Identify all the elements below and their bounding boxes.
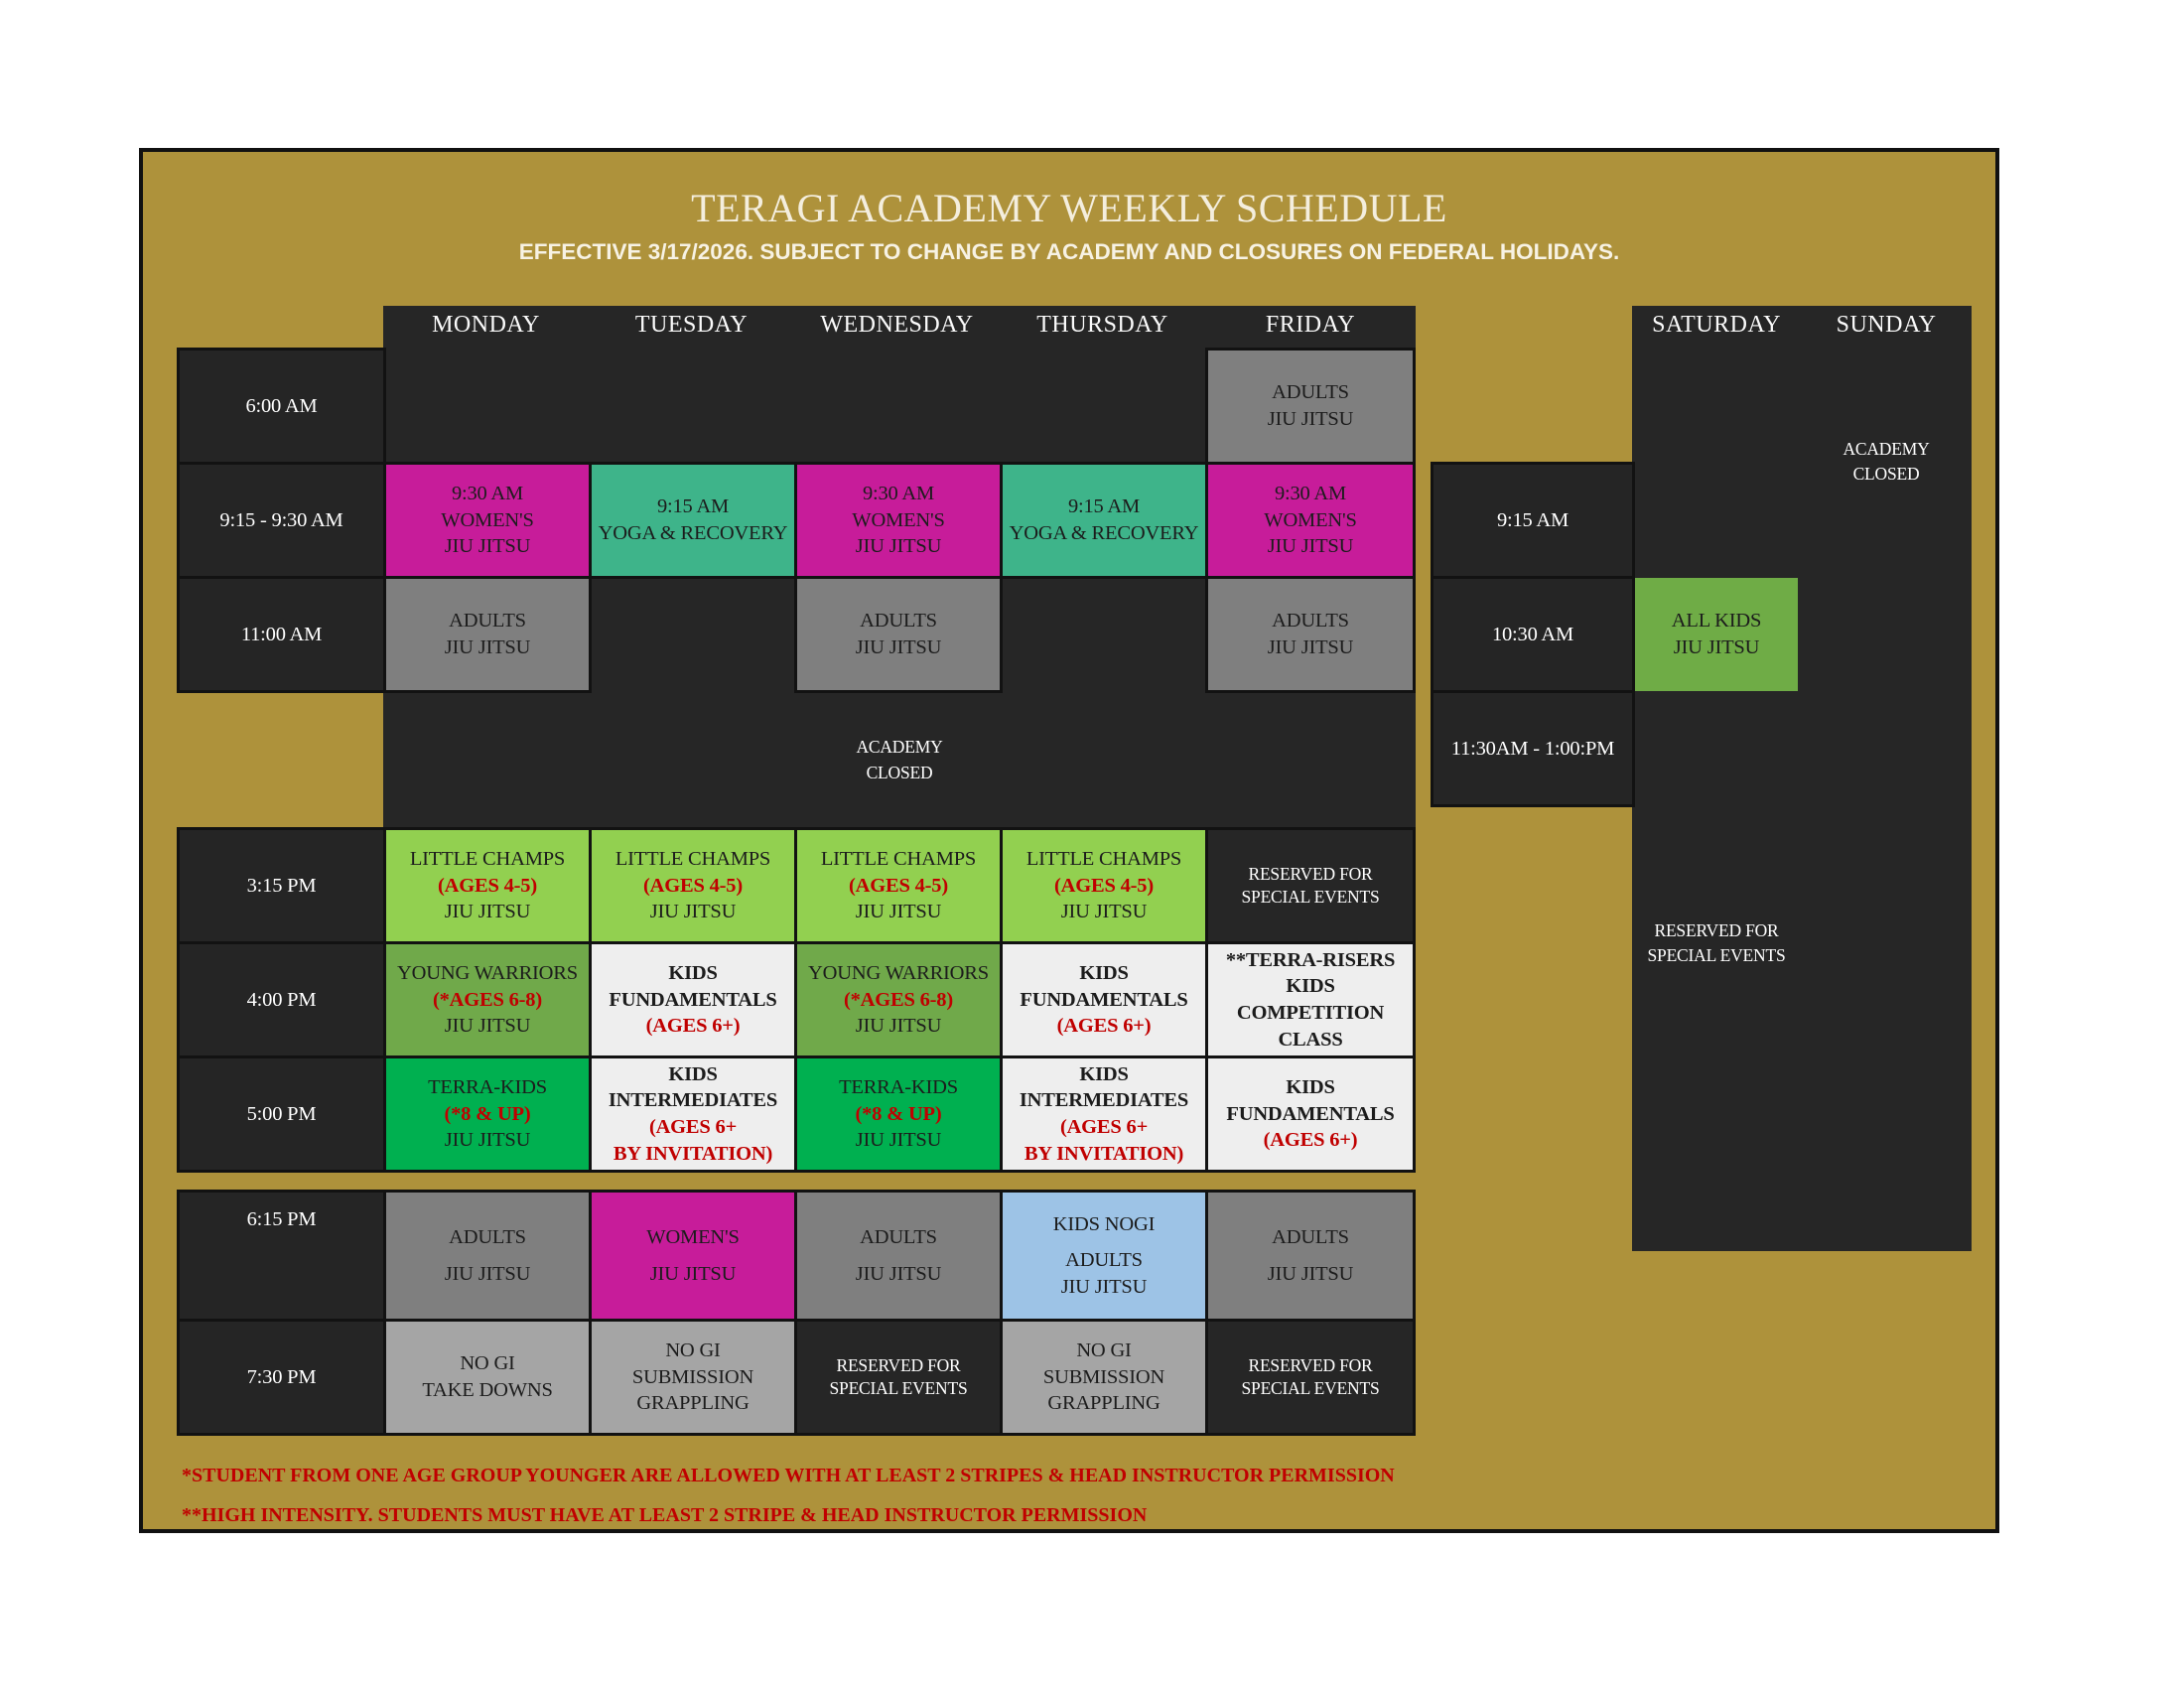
class-wed-930-womens: 9:30 AM WOMEN'S JIU JITSU (794, 462, 1003, 579)
class-mon-1100-adults: ADULTS JIU JITSU (383, 576, 592, 693)
time-sat-1030am: 10:30 AM (1431, 576, 1635, 693)
header-wednesday: WEDNESDAY (820, 312, 974, 338)
class-sat-1030-all-kids: ALL KIDS JIU JITSU (1635, 578, 1798, 691)
class-mon-730-nogi-takedowns: NO GI TAKE DOWNS (383, 1319, 592, 1436)
class-fri-500-kids-fundamentals: KIDS FUNDAMENTALS (AGES 6+) (1205, 1055, 1416, 1173)
header-monday: MONDAY (432, 312, 540, 338)
class-wed-1100-adults: ADULTS JIU JITSU (794, 576, 1003, 693)
time-500pm: 5:00 PM (177, 1055, 386, 1173)
class-fri-315-reserved: RESERVED FOR SPECIAL EVENTS (1205, 827, 1416, 944)
class-tue-615-womens: WOMEN'S JIU JITSU (589, 1190, 797, 1322)
header-friday: FRIDAY (1265, 312, 1356, 338)
class-fri-930-womens: 9:30 AM WOMEN'S JIU JITSU (1205, 462, 1416, 579)
class-mon-930-womens: 9:30 AM WOMEN'S JIU JITSU (383, 462, 592, 579)
time-315pm: 3:15 PM (177, 827, 386, 944)
class-fri-600-adults: ADULTS JIU JITSU (1205, 348, 1416, 465)
time-400pm: 4:00 PM (177, 941, 386, 1058)
time-915am: 9:15 - 9:30 AM (177, 462, 386, 579)
class-wed-400-young-warriors: YOUNG WARRIORS (*AGES 6-8) JIU JITSU (794, 941, 1003, 1058)
class-wed-730-reserved: RESERVED FOR SPECIAL EVENTS (794, 1319, 1003, 1436)
saturday-reserved: RESERVED FOR SPECIAL EVENTS (1647, 919, 1786, 965)
class-mon-400-young-warriors: YOUNG WARRIORS (*AGES 6-8) JIU JITSU (383, 941, 592, 1058)
class-mon-615-adults: ADULTS JIU JITSU (383, 1190, 592, 1322)
class-thu-315-little-champs: LITTLE CHAMPS (AGES 4-5) JIU JITSU (1000, 827, 1208, 944)
sunday-academy-closed: ACADEMY CLOSED (1843, 438, 1930, 484)
time-sat-915am: 9:15 AM (1431, 462, 1635, 579)
footnote-high-intensity: **HIGH INTENSITY. STUDENTS MUST HAVE AT LEAST 2 STRIPE & HEAD INSTRUCTOR PERMISSION (182, 1504, 1148, 1526)
class-tue-730-nogi-grappling: NO GI SUBMISSION GRAPPLING (589, 1319, 797, 1436)
class-tue-500-kids-intermediates: KIDS INTERMEDIATES (AGES 6+ BY INVITATION) (589, 1055, 797, 1173)
saturday-column (1632, 306, 1801, 1251)
class-wed-500-terra-kids: TERRA-KIDS (*8 & UP) JIU JITSU (794, 1055, 1003, 1173)
header-thursday: THURSDAY (1036, 312, 1168, 338)
class-mon-315-little-champs: LITTLE CHAMPS (AGES 4-5) JIU JITSU (383, 827, 592, 944)
header-saturday: SATURDAY (1652, 312, 1781, 338)
class-thu-615-kids-nogi-adults: KIDS NOGI ADULTS JIU JITSU (1000, 1190, 1208, 1322)
schedule-title: TERAGI ACADEMY WEEKLY SCHEDULE (691, 186, 1447, 230)
class-tue-400-kids-fundamentals: KIDS FUNDAMENTALS (AGES 6+) (589, 941, 797, 1058)
schedule-subtitle: EFFECTIVE 3/17/2026. SUBJECT TO CHANGE BY ACADEMY AND CLOSURES ON FEDERAL HOLIDAYS. (518, 239, 1620, 264)
class-mon-500-terra-kids: TERRA-KIDS (*8 & UP) JIU JITSU (383, 1055, 592, 1173)
class-fri-400-terra-risers: **TERRA-RISERS KIDS COMPETITION CLASS (1205, 941, 1416, 1058)
class-wed-615-adults: ADULTS JIU JITSU (794, 1190, 1003, 1322)
class-tue-915-yoga: 9:15 AM YOGA & RECOVERY (589, 462, 797, 579)
class-thu-500-kids-intermediates: KIDS INTERMEDIATES (AGES 6+ BY INVITATION) (1000, 1055, 1208, 1173)
class-wed-315-little-champs: LITTLE CHAMPS (AGES 4-5) JIU JITSU (794, 827, 1003, 944)
time-600am: 6:00 AM (177, 348, 386, 465)
class-fri-730-reserved: RESERVED FOR SPECIAL EVENTS (1205, 1319, 1416, 1436)
midday-academy-closed: ACADEMY CLOSED (856, 737, 943, 782)
time-1100am: 11:00 AM (177, 576, 386, 693)
header-sunday: SUNDAY (1836, 312, 1937, 338)
time-730pm: 7:30 PM (177, 1319, 386, 1436)
class-thu-400-kids-fundamentals: KIDS FUNDAMENTALS (AGES 6+) (1000, 941, 1208, 1058)
header-tuesday: TUESDAY (634, 312, 749, 338)
class-fri-615-adults: ADULTS JIU JITSU (1205, 1190, 1416, 1322)
time-615pm: 6:15 PM (177, 1190, 386, 1322)
footnote-age-group: *STUDENT FROM ONE AGE GROUP YOUNGER ARE ALLOWED WITH AT LEAST 2 STRIPES & HEAD INSTRUCTOR PERMISSION (182, 1465, 1395, 1486)
class-thu-915-yoga: 9:15 AM YOGA & RECOVERY (1000, 462, 1208, 579)
class-tue-315-little-champs: LITTLE CHAMPS (AGES 4-5) JIU JITSU (589, 827, 797, 944)
class-fri-1100-adults: ADULTS JIU JITSU (1205, 576, 1416, 693)
time-sat-1130am: 11:30AM - 1:00:PM (1431, 690, 1635, 807)
class-thu-730-nogi-grappling: NO GI SUBMISSION GRAPPLING (1000, 1319, 1208, 1436)
